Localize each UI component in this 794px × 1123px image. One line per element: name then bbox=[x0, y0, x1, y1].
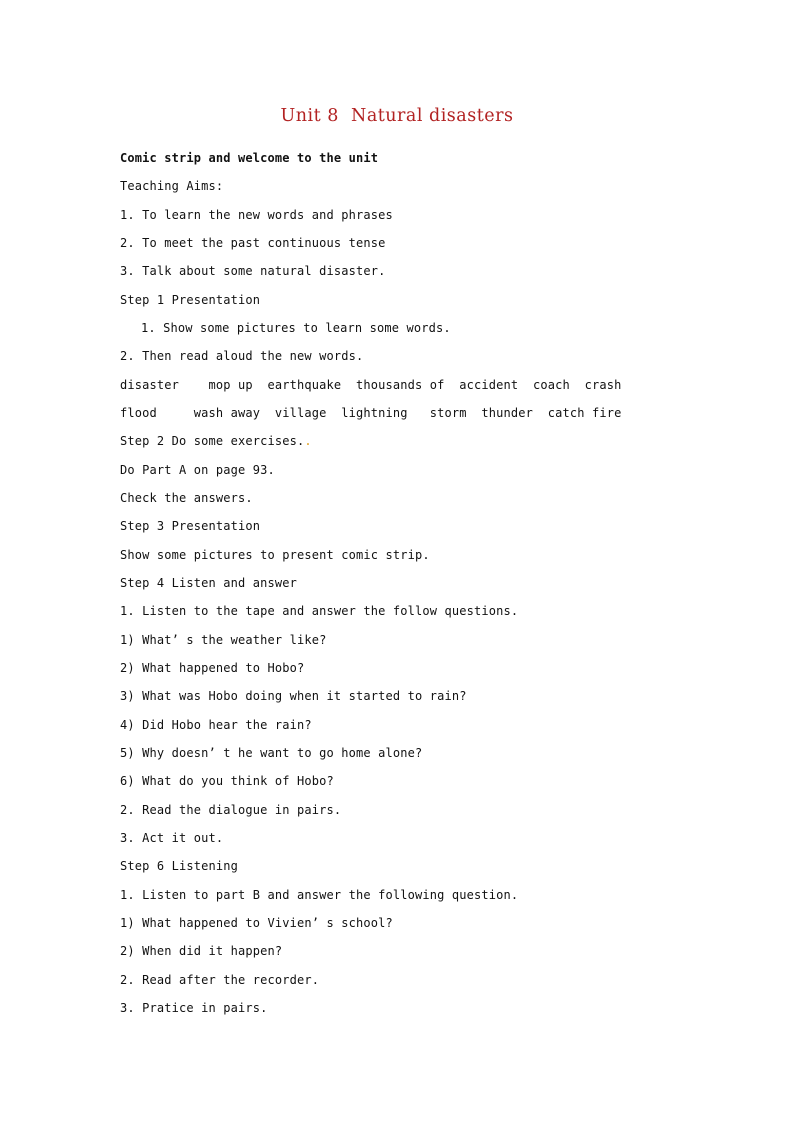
text-line: Show some pictures to present comic strip. bbox=[120, 548, 430, 562]
decorative-dot: . bbox=[304, 434, 312, 448]
text-line: 1. Listen to part B and answer the following question. bbox=[120, 888, 519, 902]
text-line: Teaching Aims: bbox=[120, 179, 224, 193]
text-line: Check the answers. bbox=[120, 491, 253, 505]
step-heading: Step 6 Listening bbox=[120, 859, 238, 873]
text-line: 3. Pratice in pairs. bbox=[120, 1001, 268, 1015]
text-line: 2. Then read aloud the new words. bbox=[120, 349, 364, 363]
text-line: 3. Talk about some natural disaster. bbox=[120, 264, 386, 278]
step-2-text: Step 2 Do some exercises. bbox=[120, 434, 305, 448]
question-line: 2) When did it happen? bbox=[120, 944, 283, 958]
section-heading: Comic strip and welcome to the unit bbox=[120, 151, 379, 165]
step-heading: Step 4 Listen and answer bbox=[120, 576, 297, 590]
text-line: 2. To meet the past continuous tense bbox=[120, 236, 386, 250]
text-line: 1. To learn the new words and phrases bbox=[120, 208, 393, 222]
text-line: 2. Read after the recorder. bbox=[120, 973, 320, 987]
question-line: 5) Why doesn’ t he want to go home alone? bbox=[120, 746, 423, 760]
vocabulary-line: flood wash away village lightning storm thunder catch fire bbox=[120, 406, 622, 420]
text-line: 2. Read the dialogue in pairs. bbox=[120, 803, 342, 817]
vocabulary-line: disaster mop up earthquake thousands of accident coach crash bbox=[120, 378, 622, 392]
step-heading: Step 3 Presentation bbox=[120, 519, 261, 533]
text-line: 3. Act it out. bbox=[120, 831, 224, 845]
text-line: Do Part A on page 93. bbox=[120, 463, 275, 477]
question-line: 2) What happened to Hobo? bbox=[120, 661, 305, 675]
step-heading: Step 1 Presentation bbox=[120, 293, 261, 307]
step-heading bbox=[120, 433, 312, 449]
question-line: 3) What was Hobo doing when it started to rain? bbox=[120, 689, 467, 703]
question-line: 1) What happened to Vivien’ s school? bbox=[120, 916, 393, 930]
question-line: 4) Did Hobo hear the rain? bbox=[120, 718, 312, 732]
document-title: Unit 8 Natural disasters bbox=[280, 106, 514, 126]
text-line: 1. Listen to the tape and answer the follow questions. bbox=[120, 604, 519, 618]
question-line: 6) What do you think of Hobo? bbox=[120, 774, 334, 788]
text-line: 1. Show some pictures to learn some words. bbox=[141, 321, 451, 335]
question-line: 1) What’ s the weather like? bbox=[120, 633, 327, 647]
